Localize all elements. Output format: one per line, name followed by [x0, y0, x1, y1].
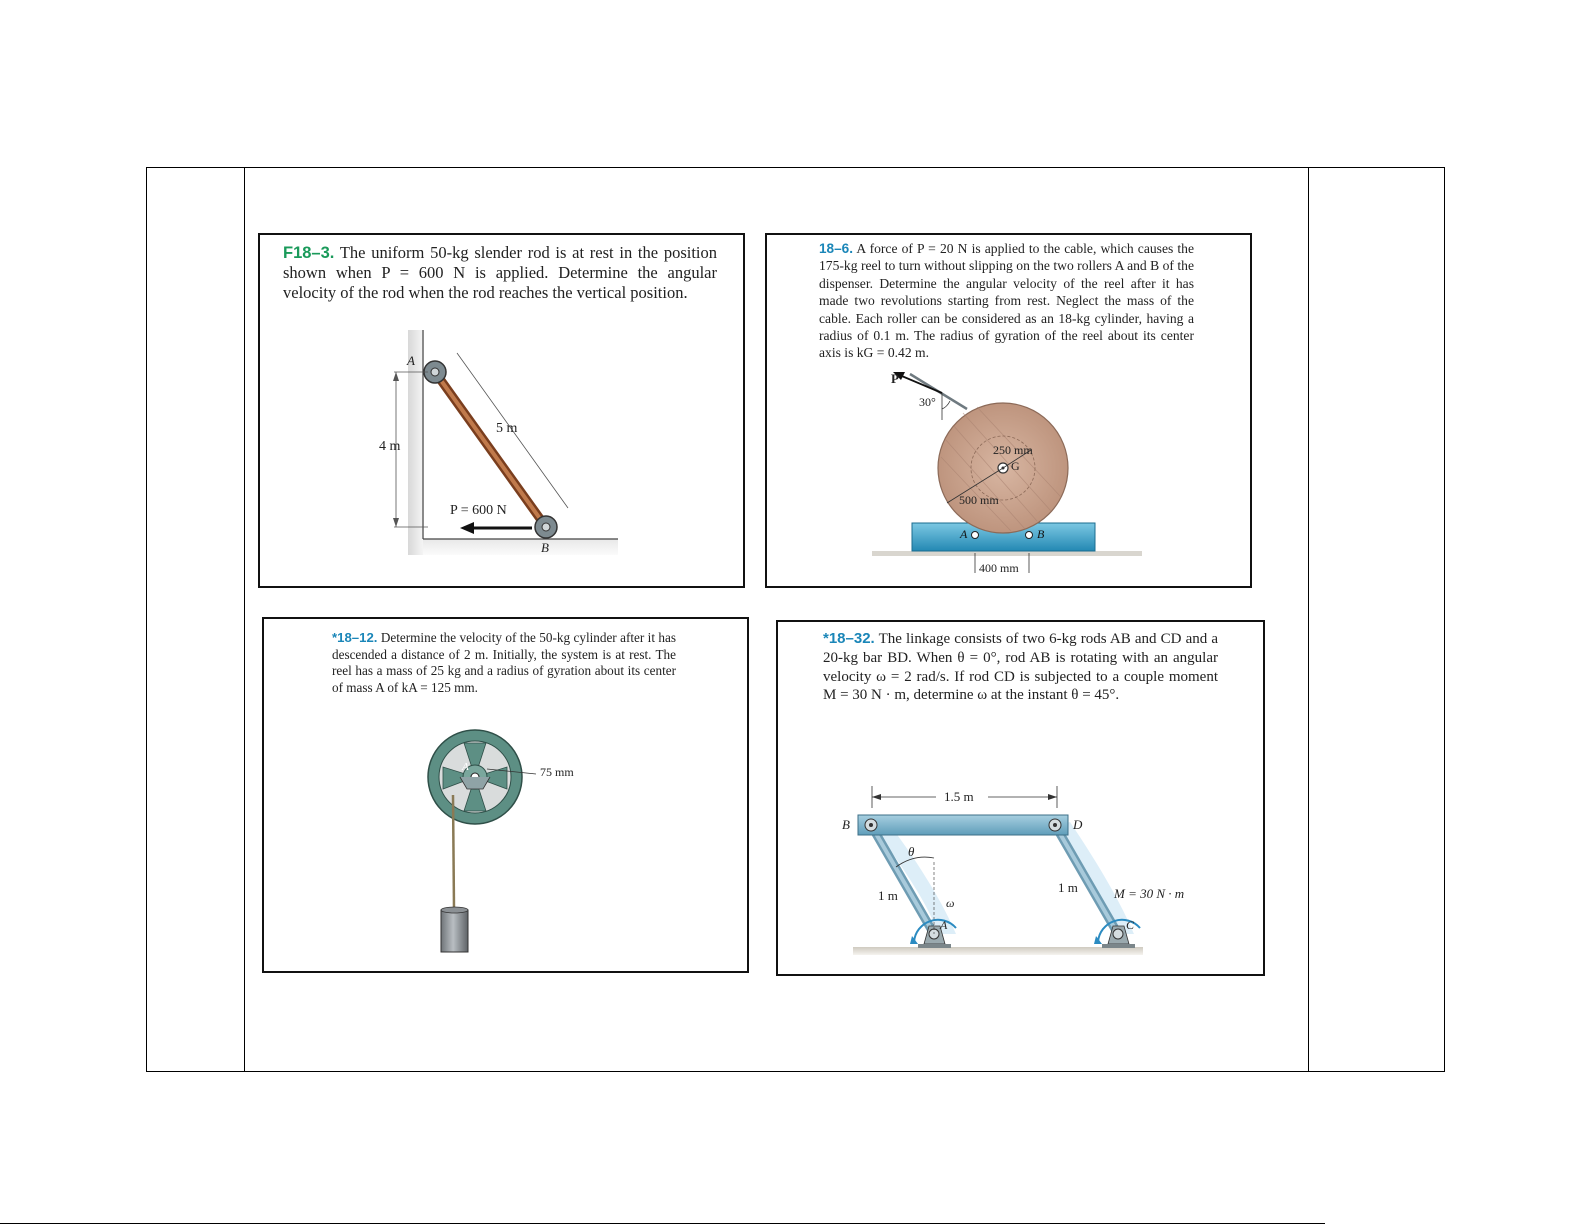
label-a: A: [462, 761, 469, 773]
problem-text: A force of P = 20 N is applied to the cable, which causes the 175-kg reel to turn without slipping on the two rollers A and B of the dispenser. Determine the angular velocity of the reel after it has made two revolutions starting from rest. Neglect the mass of the cable. Each roller can be considered as an 18-kg cylinder, having a radius of 0.1 m. The radius of gyration of the reel about its center axis is kG = 0.42 m.: [819, 241, 1194, 361]
reel-figure: [767, 235, 1252, 588]
table-column-divider-left: [244, 167, 245, 1072]
label-moment: M = 30 N · m: [1114, 886, 1185, 901]
label-c: C: [1126, 918, 1135, 932]
problem-card-f18-3: [258, 233, 745, 588]
label-rod-ab: 1 m: [878, 888, 898, 903]
table-column-divider-right: [1308, 167, 1309, 1072]
problem-number: 18–6.: [819, 241, 854, 256]
label-theta: θ: [908, 844, 915, 859]
label-force: P = 600 N: [450, 503, 507, 518]
label-b: B: [1037, 527, 1045, 541]
page-footer-rule: [0, 1223, 1325, 1224]
label-d: D: [1073, 817, 1083, 832]
label-g: G: [1011, 459, 1020, 473]
label-rod-cd: 1 m: [1058, 880, 1078, 895]
rod-figure: [260, 235, 745, 588]
label-radius: 75 mm: [540, 765, 574, 779]
label-height: 4 m: [379, 439, 401, 454]
label-length: 5 m: [496, 421, 518, 436]
force-arrow: [897, 374, 942, 393]
label-b: B: [541, 540, 549, 555]
bar-bd: [858, 815, 1068, 835]
problem-text: The uniform 50-kg slender rod is at rest in the position shown when P = 600 N is applied. Determine the angular velocity of the rod when the rod reaches the vertical position.: [283, 243, 717, 303]
problem-text: The linkage consists of two 6-kg rods AB and CD and a 20-kg bar BD. When θ = 0°, rod AB is rotating with an angular velocity ω = 2 rad/s. If rod CD is subjected to a couple moment M = 30 N · m, determine ω at the instant θ = 45°.: [823, 631, 1219, 704]
label-angle: 30°: [919, 395, 936, 409]
label-a: A: [960, 527, 968, 541]
problem-number: *18–32.: [823, 630, 875, 647]
reel-cylinder-figure: [264, 619, 749, 973]
rope: [453, 795, 454, 909]
label-span: 1.5 m: [944, 789, 974, 804]
label-a: A: [940, 918, 948, 932]
problem-card-18-12: [262, 617, 749, 973]
ground: [853, 947, 1143, 955]
label-inner-radius: 250 mm: [993, 443, 1033, 457]
ground: [872, 551, 1142, 556]
problem-number: F18–3.: [283, 244, 335, 262]
linkage-figure: [778, 622, 1265, 976]
hanging-cylinder: [441, 910, 468, 952]
label-spacing: 400 mm: [979, 561, 1019, 575]
floor: [423, 539, 618, 555]
roller-b: [1026, 532, 1033, 539]
problem-number: *18–12.: [332, 630, 378, 645]
label-omega: ω: [946, 896, 955, 910]
problem-text: Determine the velocity of the 50-kg cylinder after it has descended a distance of 2 m. Initially, the system is at rest. The reel has a mass of 25 kg and a radius of gyration about its center of mass A of kA = 125 mm.: [332, 630, 677, 695]
problem-card-18-6: [765, 233, 1252, 588]
label-outer-radius: 500 mm: [959, 493, 999, 507]
label-p: P: [891, 371, 899, 386]
roller-a: [972, 532, 979, 539]
label-b: B: [842, 817, 850, 832]
label-a: A: [407, 353, 415, 368]
problem-card-18-32: [776, 620, 1265, 976]
